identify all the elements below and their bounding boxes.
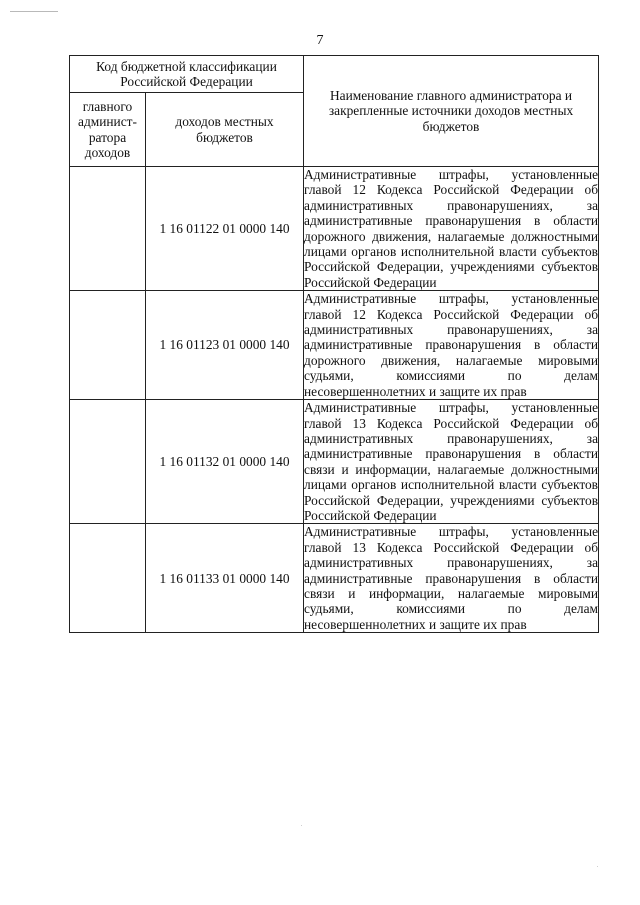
page-number: 7	[316, 33, 324, 48]
scan-speck	[301, 825, 302, 826]
description-cell: Административные штрафы, установленные главой 13 Кодекса Российской Федерации об административных правонарушениях, за административные правонарушения в области связи и информации, налагаемые должностными лицами органов исполнительной власти субъектов Российской Федерации, учреждениями субъектов Российской Федерации	[304, 400, 599, 523]
budget-classification-table	[69, 55, 599, 633]
scan-speck	[597, 866, 598, 867]
table-row	[70, 167, 599, 291]
description-cell: Административные штрафы, установленные главой 12 Кодекса Российской Федерации об административных правонарушениях, за административные правонарушения в области дорожного движения, налагаемые должностными лицами органов исполнительной власти субъектов Российской Федерации, учреждениями субъектов Российской Федерации	[304, 167, 599, 290]
table-header-row	[70, 56, 599, 93]
admin-code-cell	[70, 167, 146, 291]
income-column-header: доходов местных бюджетов	[146, 93, 304, 167]
income-code-cell: 1 16 01123 01 0000 140	[146, 291, 304, 400]
income-code-cell: 1 16 01132 01 0000 140	[146, 400, 304, 524]
income-code-cell: 1 16 01133 01 0000 140	[146, 524, 304, 633]
name-column-header: Наименование главного администратора и закрепленные источники доходов местных бюджетов	[304, 56, 599, 167]
table-row	[70, 400, 599, 524]
admin-code-cell	[70, 400, 146, 524]
income-code-cell: 1 16 01122 01 0000 140	[146, 167, 304, 291]
table-row	[70, 291, 599, 400]
description-cell: Административные штрафы, установленные главой 13 Кодекса Российской Федерации об административных правонарушениях, за административные правонарушения в области связи и информации, налагаемые мировыми судьями, комиссиями по делам несовершеннолетних и защите их прав	[304, 524, 599, 632]
admin-code-cell	[70, 524, 146, 633]
admin-column-header: главного админист-ратора доходов	[70, 93, 146, 167]
scan-artifact-line	[10, 11, 58, 12]
admin-code-cell	[70, 291, 146, 400]
description-cell: Административные штрафы, установленные главой 12 Кодекса Российской Федерации об административных правонарушениях, за административные правонарушения в области дорожного движения, налагаемые мировыми судьями, комиссиями по делам несовершеннолетних и защите их прав	[304, 291, 599, 399]
code-group-header: Код бюджетной классификации Российской Федерации	[70, 56, 304, 93]
table-row	[70, 524, 599, 633]
